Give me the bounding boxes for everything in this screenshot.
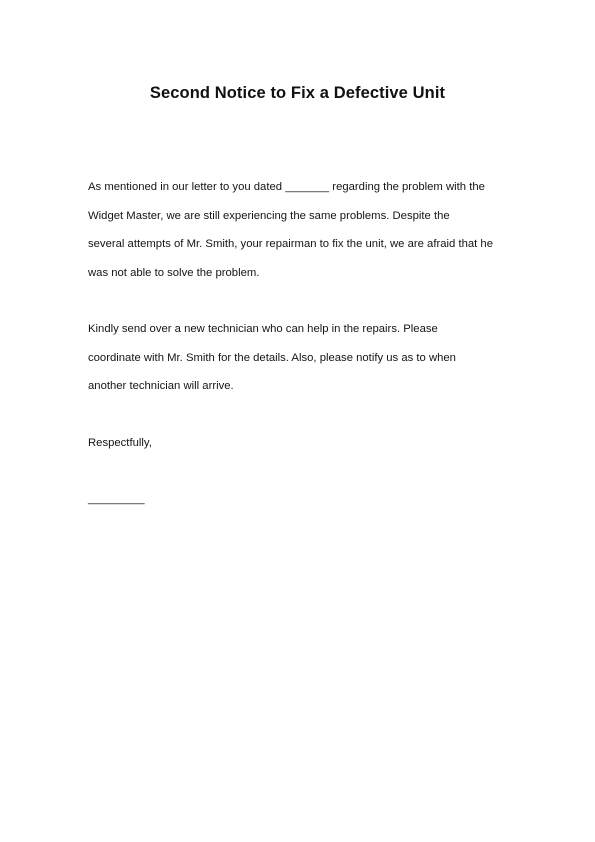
paragraph-1-line-1: As mentioned in our letter to you dated _______ regarding the problem with the (88, 181, 485, 193)
paragraph-1-line-3: several attempts of Mr. Smith, your repairman to fix the unit, we are afraid that he (88, 238, 493, 250)
paragraph-2-line-3: another technician will arrive. (88, 380, 234, 392)
document-title: Second Notice to Fix a Defective Unit (149, 84, 446, 102)
closing: Respectfully, (88, 437, 152, 449)
paragraph-1-line-2: Widget Master, we are still experiencing the same problems. Despite the (88, 210, 450, 222)
signature-line: _________ (88, 493, 145, 505)
paragraph-2-line-2: coordinate with Mr. Smith for the details. Also, please notify us as to when (88, 352, 456, 364)
paragraph-1-line-4: was not able to solve the problem. (88, 267, 260, 279)
paragraph-2-line-1: Kindly send over a new technician who can help in the repairs. Please (88, 323, 438, 335)
